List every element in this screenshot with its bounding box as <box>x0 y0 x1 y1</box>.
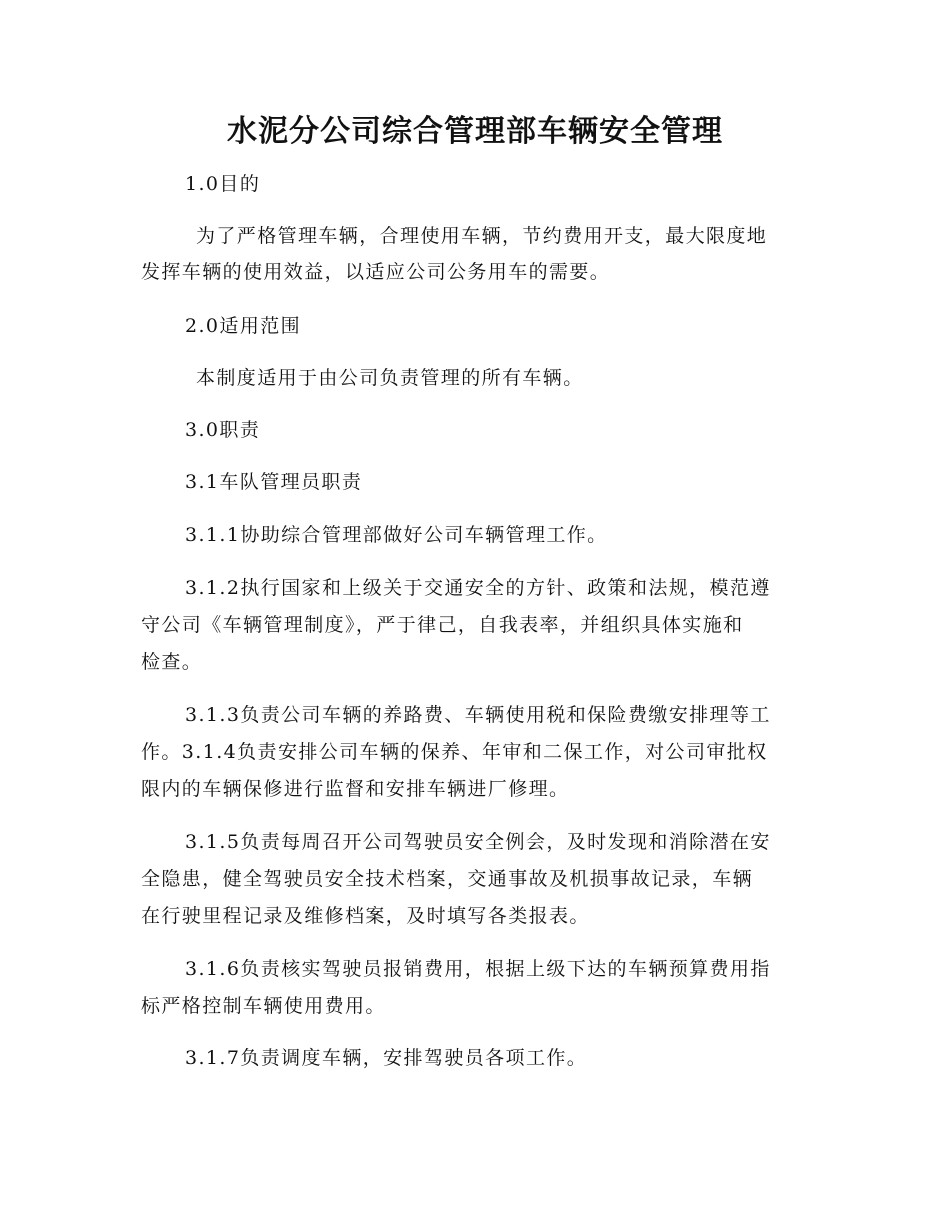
paragraph-scope: 本制度适用于由公司负责管理的所有车辆。 <box>196 367 584 389</box>
paragraph-3-1-7: 3.1.7负责调度车辆，安排驾驶员各项工作。 <box>185 1047 588 1069</box>
paragraph-purpose-line-2: 发挥车辆的使用效益，以适应公司公务用车的需要。 <box>141 261 611 283</box>
paragraph-3-1-2-line-2: 守公司《车辆管理制度》，严于律己，自我表率，并组织具体实施和 <box>141 614 744 636</box>
section-heading-purpose: 1.0目的 <box>185 173 261 195</box>
paragraph-3-1-2-line-1: 3.1.2执行国家和上级关于交通安全的方针、政策和法规，模范遵 <box>185 577 771 599</box>
paragraph-3-1-5-line-1: 3.1.5负责每周召开公司驾驶员安全例会，及时发现和消除潜在安 <box>185 831 771 853</box>
paragraph-3-1-2-line-3: 检查。 <box>141 651 203 673</box>
paragraph-3-1-3-line-1: 3.1.3负责公司车辆的养路费、车辆使用税和保险费缴安排理等工 <box>185 704 771 726</box>
paragraph-3-1-5-line-3: 在行驶里程记录及维修档案，及时填写各类报表。 <box>141 905 590 927</box>
subsection-heading-fleet-manager: 3.1车队管理员职责 <box>185 471 363 493</box>
document-title: 水泥分公司综合管理部车辆安全管理 <box>227 114 723 149</box>
paragraph-3-1-3-line-3: 限内的车辆保修进行监督和安排车辆进厂修理。 <box>141 778 570 800</box>
paragraph-3-1-6-line-2: 标严格控制车辆使用费用。 <box>141 995 386 1017</box>
paragraph-3-1-1: 3.1.1协助综合管理部做好公司车辆管理工作。 <box>185 524 608 546</box>
paragraph-3-1-6-line-1: 3.1.6负责核实驾驶员报销费用，根据上级下达的车辆预算费用指 <box>185 958 771 980</box>
paragraph-3-1-5-line-2: 全隐患，健全驾驶员安全技术档案，交通事故及机损事故记录，车辆 <box>141 868 754 890</box>
paragraph-3-1-3-line-2: 作。3.1.4负责安排公司车辆的保养、年审和二保工作，对公司审批权 <box>141 741 768 763</box>
section-heading-scope: 2.0适用范围 <box>185 315 302 337</box>
section-heading-duties: 3.0职责 <box>185 419 261 441</box>
paragraph-purpose-line-1: 为了严格管理车辆，合理使用车辆，节约费用开支，最大限度地 <box>196 225 768 247</box>
